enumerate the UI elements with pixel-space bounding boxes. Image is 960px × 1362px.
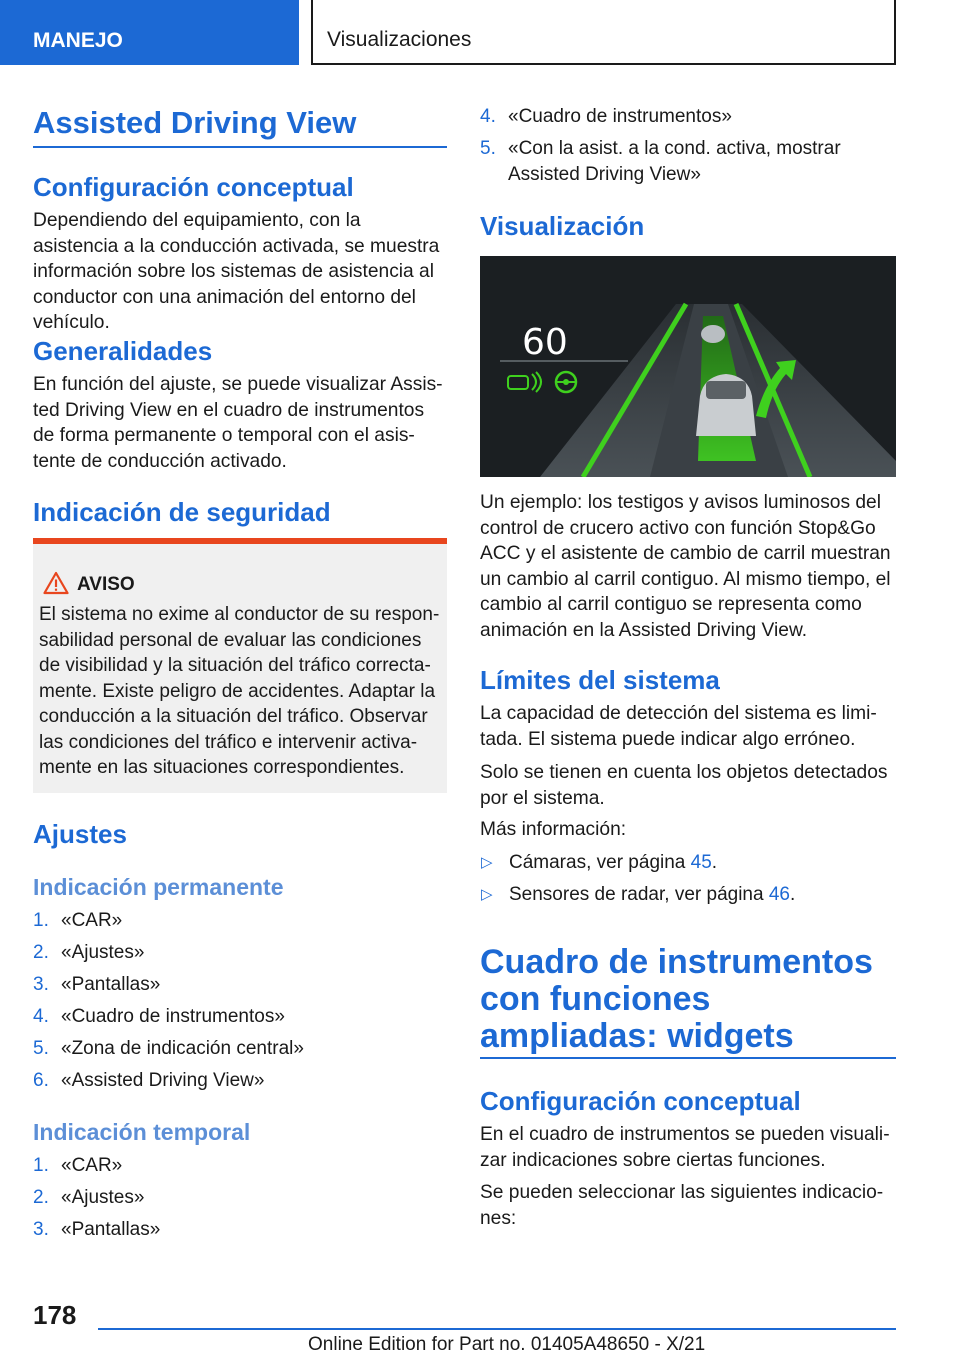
title-rule xyxy=(33,146,447,148)
display-heading: Visualización xyxy=(480,211,645,241)
temporary-steps-continued xyxy=(480,104,896,187)
temporary-steps-list xyxy=(33,1153,447,1243)
safety-heading: Indicación de seguridad xyxy=(33,497,331,527)
warning-box xyxy=(33,538,447,793)
list-item: 1. «CAR» xyxy=(33,1155,123,1176)
list-item: 4. «Cuadro de instrumentos» xyxy=(480,106,732,127)
limits-text-2: Solo se tienen en cuenta los objetos detectados por el sistema. xyxy=(480,762,888,809)
general-text: En función del ajuste, se puede visualizar Assisted Driving View en el cuadro de instrumentos de forma permanente o temporal con el asistente de conducción activado. xyxy=(33,374,443,472)
assisted-driving-view-figure xyxy=(480,256,896,477)
page-link-45[interactable]: 45 xyxy=(690,852,712,873)
warning-text: El sistema no exime al conductor de su responsabilidad personal de evaluar las condiciones de visibilidad y la situación del tráfico correctamente. Existe peligro de accidentes. Adaptar la conducción a la situación del tráfico. Observar las condiciones del tráfico e intervenir activamente en las situaciones correspondientes. xyxy=(39,604,440,778)
bullet-triangle-icon: ▷ xyxy=(481,886,493,903)
widgets-title: Cuadro de instrumentos con funciones ampliadas: widgets xyxy=(480,943,873,1055)
widgets-text-1: En el cuadro de instrumentos se pueden visualizar indicaciones sobre ciertas funciones. xyxy=(480,1124,890,1171)
header-chapter-label: Visualizaciones xyxy=(327,28,472,51)
list-item: 5. «Con la asist. a la cond. activa, mostrar Assisted Driving View» xyxy=(480,138,841,185)
widgets-text-2: Se pueden seleccionar las siguientes indicaciones: xyxy=(480,1182,884,1229)
list-item: 3. «Pantallas» xyxy=(33,1219,161,1240)
footer-rule xyxy=(98,1328,896,1330)
concept-heading: Configuración conceptual xyxy=(33,172,354,202)
limits-heading: Límites del sistema xyxy=(480,665,720,695)
permanent-heading: Indicación permanente xyxy=(33,874,284,900)
header-section-label: MANEJO xyxy=(33,29,123,52)
edition-footer: Online Edition for Part no. 01405A48650 - X/21 xyxy=(308,1334,706,1355)
temporary-heading: Indicación temporal xyxy=(33,1119,251,1145)
general-heading: Generalidades xyxy=(33,336,213,366)
concept-text: Dependiendo del equipamiento, con la asistencia a la conducción activada, se muestra información sobre los sistemas de asistencia al conductor con una animación del entorno del vehículo. xyxy=(33,210,440,333)
reference-list xyxy=(480,850,896,908)
bullet-triangle-icon: ▷ xyxy=(481,854,493,871)
more-info-label: Más información: xyxy=(480,819,627,840)
list-item: 2. «Ajustes» xyxy=(33,942,145,963)
instrument-cluster-image xyxy=(480,256,896,477)
list-item: 4. «Cuadro de instrumentos» xyxy=(33,1006,285,1027)
widgets-title-rule xyxy=(480,1057,896,1059)
page-number: 178 xyxy=(33,1300,77,1330)
speed-readout: 60 xyxy=(522,322,568,363)
figure-caption: Un ejemplo: los testigos y avisos luminosos del control de crucero activo con función Stop&Go ACC y el asistente de cambio de carril muestran un cambio al carril contiguo. Al mismo tiempo, el cambio al carril contiguo se representa como animación en la Assisted Driving View. xyxy=(480,492,891,641)
list-item: 6. «Assisted Driving View» xyxy=(33,1070,265,1091)
reference-item-cameras: ▷ Cámaras, ver página 45. xyxy=(480,850,896,876)
page-title: Assisted Driving View xyxy=(33,105,357,140)
settings-heading: Ajustes xyxy=(33,819,127,849)
header-section-tab xyxy=(0,0,299,65)
reference-item-radar: ▷ Sensores de radar, ver página 46. xyxy=(480,882,896,908)
warning-triangle-icon xyxy=(43,571,69,600)
limits-text-1: La capacidad de detección del sistema es limitada. El sistema puede indicar algo erróneo. xyxy=(480,703,877,750)
list-item: 1. «CAR» xyxy=(33,910,123,931)
header-chapter-tab xyxy=(311,0,896,65)
page-link-46[interactable]: 46 xyxy=(768,884,790,905)
permanent-steps-list xyxy=(33,908,447,1094)
warning-title: AVISO xyxy=(77,574,135,595)
list-item: 3. «Pantallas» xyxy=(33,974,161,995)
list-item: 2. «Ajustes» xyxy=(33,1187,145,1208)
list-item: 5. «Zona de indicación central» xyxy=(33,1038,304,1059)
widgets-concept-heading: Configuración conceptual xyxy=(480,1086,801,1116)
